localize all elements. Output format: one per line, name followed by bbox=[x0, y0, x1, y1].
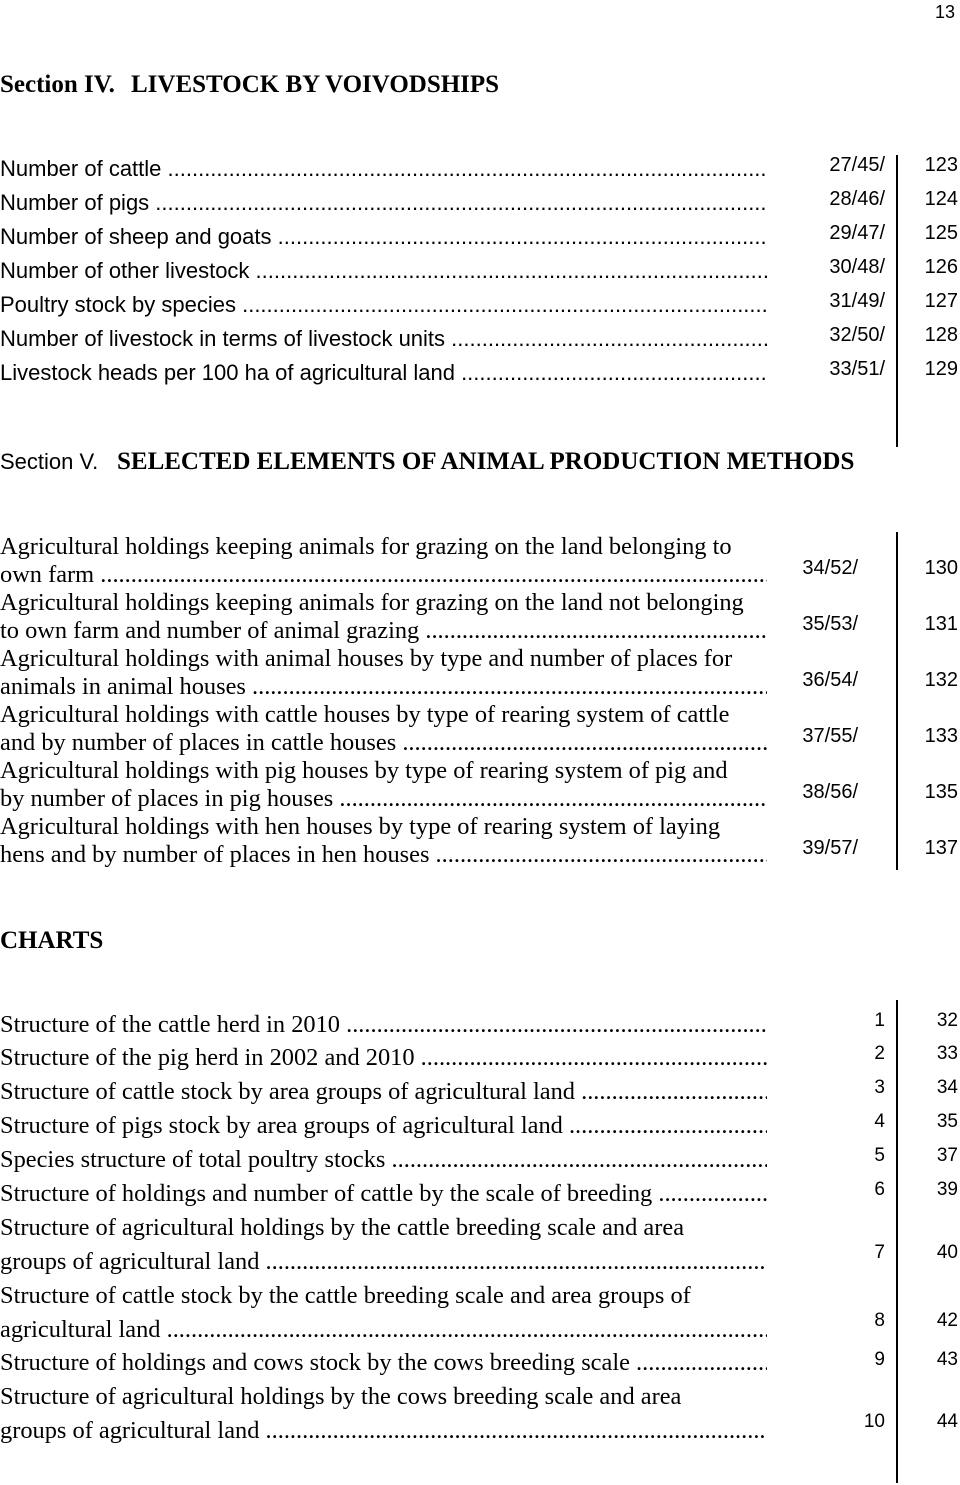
entry-title: Structure of cattle stock by area groups of agricultural land ..... bbox=[0, 1078, 767, 1106]
table-reference: 39/57/ bbox=[802, 837, 858, 859]
entry-title: Structure of the cattle herd in 2010 ..... bbox=[0, 1011, 767, 1039]
table-reference: 38/56/ bbox=[802, 781, 858, 803]
page-reference: 137 bbox=[924, 837, 958, 859]
entry-title-line: Agricultural holdings with pig houses by type of rearing system of pig and bbox=[0, 757, 728, 784]
entry-title: Number of cattle ..... bbox=[0, 155, 767, 183]
entry-title: Number of other livestock ..... bbox=[0, 257, 767, 285]
section-v-label: Section V. bbox=[0, 449, 99, 474]
chart-number: 1 bbox=[874, 1010, 885, 1031]
entry-title-line: agricultural land ..... bbox=[0, 1316, 767, 1344]
page-reference: 126 bbox=[924, 256, 958, 278]
page-reference: 129 bbox=[924, 358, 958, 380]
chart-number: 5 bbox=[874, 1145, 885, 1166]
entry-title-line: hens and by number of places in hen houses ..... bbox=[0, 841, 767, 869]
entry-title: Species structure of total poultry stocks ..... bbox=[0, 1146, 767, 1174]
page-reference: 128 bbox=[924, 324, 958, 346]
page-reference: 40 bbox=[936, 1242, 958, 1263]
chart-number: 10 bbox=[863, 1411, 885, 1432]
entry-title-line: groups of agricultural land ..... bbox=[0, 1417, 767, 1445]
page-reference: 130 bbox=[924, 557, 958, 579]
page-number: 13 bbox=[934, 2, 955, 22]
chart-number: 7 bbox=[874, 1242, 885, 1263]
entry-title: Structure of holdings and cows stock by the cows breeding scale ..... bbox=[0, 1349, 767, 1377]
page-reference: 123 bbox=[924, 154, 958, 176]
page-reference: 44 bbox=[936, 1411, 958, 1432]
section-v-title: SELECTED ELEMENTS OF ANIMAL PRODUCTION METHODS bbox=[117, 448, 855, 475]
table-reference: 33/51/ bbox=[829, 358, 885, 380]
entry-title-line: own farm ..... bbox=[0, 561, 767, 589]
entry-title: Poultry stock by species ..... bbox=[0, 291, 767, 319]
page-reference: 125 bbox=[924, 222, 958, 244]
page-reference: 127 bbox=[924, 290, 958, 312]
page-reference: 124 bbox=[924, 188, 958, 210]
table-reference: 31/49/ bbox=[829, 290, 885, 312]
entry-title-line: and by number of places in cattle houses ..... bbox=[0, 729, 767, 757]
entry-title: Livestock heads per 100 ha of agricultural land ..... bbox=[0, 359, 767, 387]
entry-title-line: Agricultural holdings keeping animals for grazing on the land belonging to bbox=[0, 533, 732, 560]
chart-number: 2 bbox=[874, 1043, 885, 1064]
entry-title-line: by number of places in pig houses ..... bbox=[0, 785, 767, 813]
page-reference: 35 bbox=[936, 1111, 958, 1132]
column-divider bbox=[896, 1000, 898, 1483]
entry-title: Number of pigs ..... bbox=[0, 189, 767, 217]
page-reference: 133 bbox=[924, 725, 958, 747]
table-reference: 27/45/ bbox=[829, 154, 885, 176]
chart-number: 8 bbox=[874, 1310, 885, 1331]
entry-title: Structure of holdings and number of cattle by the scale of breeding ..... bbox=[0, 1180, 767, 1208]
entry-title: Number of sheep and goats ..... bbox=[0, 223, 767, 251]
page-reference: 135 bbox=[924, 781, 958, 803]
table-reference: 34/52/ bbox=[802, 557, 858, 579]
entry-title-line: animals in animal houses ..... bbox=[0, 673, 767, 701]
entry-title: Structure of the pig herd in 2002 and 2010 ..... bbox=[0, 1044, 767, 1072]
charts-heading: CHARTS bbox=[0, 927, 104, 954]
section-iv-label: Section IV. bbox=[0, 71, 115, 98]
table-reference: 36/54/ bbox=[802, 669, 858, 691]
entry-title-line: Agricultural holdings with hen houses by type of rearing system of laying bbox=[0, 813, 721, 840]
entry-title-line: Structure of agricultural holdings by the cattle breeding scale and area bbox=[0, 1214, 685, 1241]
table-reference: 28/46/ bbox=[829, 188, 885, 210]
entry-title-line: Agricultural holdings keeping animals for grazing on the land not belonging bbox=[0, 589, 744, 616]
chart-number: 9 bbox=[874, 1349, 885, 1370]
entry-title: Structure of pigs stock by area groups of agricultural land ..... bbox=[0, 1112, 767, 1140]
entry-title-line: Agricultural holdings with cattle houses by type of rearing system of cattle bbox=[0, 701, 730, 728]
page-reference: 39 bbox=[936, 1179, 958, 1200]
section-iv-title: LIVESTOCK BY VOIVODSHIPS bbox=[131, 71, 500, 98]
column-divider bbox=[896, 155, 898, 447]
column-divider bbox=[896, 532, 898, 870]
table-reference: 30/48/ bbox=[829, 256, 885, 278]
entry-title-line: Structure of cattle stock by the cattle breeding scale and area groups of bbox=[0, 1282, 691, 1309]
chart-number: 3 bbox=[874, 1077, 885, 1098]
page-reference: 42 bbox=[936, 1310, 958, 1331]
page-reference: 43 bbox=[936, 1349, 958, 1370]
table-reference: 32/50/ bbox=[829, 324, 885, 346]
table-reference: 29/47/ bbox=[829, 222, 885, 244]
entry-title: Number of livestock in terms of livestock units ..... bbox=[0, 325, 767, 353]
table-reference: 37/55/ bbox=[802, 725, 858, 747]
page-reference: 33 bbox=[936, 1043, 958, 1064]
page-reference: 37 bbox=[936, 1145, 958, 1166]
table-reference: 35/53/ bbox=[802, 613, 858, 635]
page-reference: 132 bbox=[924, 669, 958, 691]
entry-title-line: Agricultural holdings with animal houses by type and number of places for bbox=[0, 645, 733, 672]
page-reference: 131 bbox=[924, 613, 958, 635]
page-reference: 34 bbox=[936, 1077, 958, 1098]
chart-number: 4 bbox=[874, 1111, 885, 1132]
entry-title-line: Structure of agricultural holdings by the cows breeding scale and area bbox=[0, 1383, 682, 1410]
chart-number: 6 bbox=[874, 1179, 885, 1200]
entry-title-line: to own farm and number of animal grazing ..... bbox=[0, 617, 767, 645]
entry-title-line: groups of agricultural land ..... bbox=[0, 1248, 767, 1276]
page-reference: 32 bbox=[936, 1010, 958, 1031]
